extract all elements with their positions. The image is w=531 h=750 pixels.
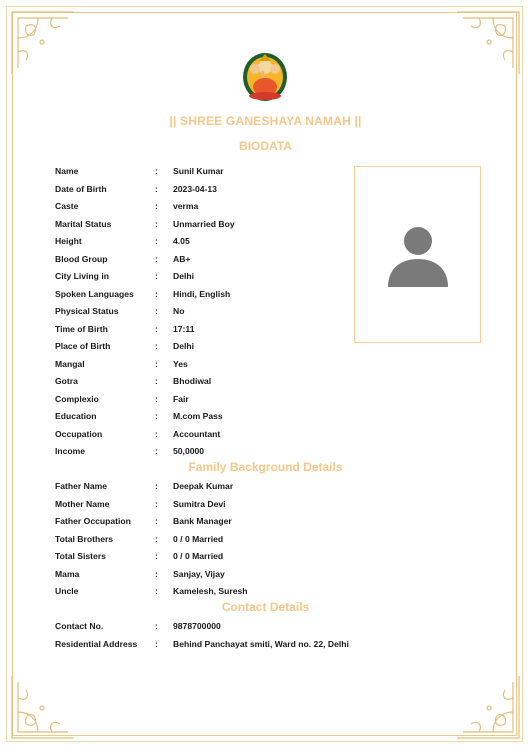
corner-ornament-icon: [453, 672, 523, 742]
detail-value: Bank Manager: [173, 516, 232, 526]
detail-separator: :: [155, 446, 158, 456]
detail-value: Behind Panchayat smiti, Ward no. 22, Delhi: [173, 638, 349, 649]
detail-label: Mother Name: [55, 498, 110, 509]
detail-value: 9878700000: [173, 621, 221, 631]
corner-ornament-icon: [453, 8, 523, 78]
detail-value: Fair: [173, 393, 189, 404]
detail-label: Name: [55, 166, 79, 176]
detail-separator: :: [155, 393, 158, 404]
detail-separator: :: [155, 288, 158, 299]
corner-ornament-icon: [8, 8, 78, 78]
detail-separator: :: [155, 551, 158, 561]
detail-label: Complexio: [55, 393, 99, 404]
detail-value: Hindi, English: [173, 288, 231, 299]
detail-label: Education: [55, 411, 97, 421]
detail-separator: :: [155, 498, 158, 509]
detail-separator: :: [155, 358, 158, 369]
detail-label: City Living in: [55, 271, 109, 281]
page-title: BIODATA: [239, 139, 292, 153]
detail-label: Blood Group: [55, 253, 108, 264]
detail-label: Date of Birth: [55, 183, 107, 194]
detail-separator: :: [155, 411, 158, 421]
detail-value: Kamelesh, Suresh: [173, 586, 248, 596]
detail-separator: :: [155, 306, 158, 316]
detail-value: Delhi: [173, 341, 195, 351]
detail-label: Gotra: [55, 376, 78, 386]
detail-value: Sumitra Devi: [173, 498, 226, 509]
detail-value: Delhi: [173, 271, 195, 281]
detail-value: Sanjay, Vijay: [173, 568, 225, 579]
family-section-title: Family Background Details: [188, 460, 343, 474]
detail-value: Bhodiwal: [173, 376, 212, 386]
detail-label: Time of Birth: [55, 323, 108, 334]
detail-separator: :: [155, 376, 158, 386]
detail-label: Height: [55, 236, 82, 246]
detail-value: Sunil Kumar: [173, 166, 224, 176]
detail-value: Yes: [173, 358, 188, 369]
detail-value: AB+: [173, 253, 191, 264]
user-avatar-icon: [386, 223, 450, 287]
detail-value: verma: [173, 201, 199, 211]
detail-label: Residential Address: [55, 638, 138, 649]
ganesha-icon: [241, 51, 289, 103]
detail-label: Total Sisters: [55, 551, 106, 561]
detail-label: Mama: [55, 568, 80, 579]
detail-value: 4.05: [173, 236, 190, 246]
detail-label: Physical Status: [55, 306, 119, 316]
detail-separator: :: [155, 428, 158, 439]
detail-separator: :: [155, 323, 158, 334]
detail-label: Uncle: [55, 586, 79, 596]
detail-value: 17:11: [173, 323, 195, 334]
detail-value: Unmarried Boy: [173, 218, 235, 229]
mantra-heading: || SHREE GANESHAYA NAMAH ||: [169, 114, 362, 128]
detail-separator: :: [155, 236, 158, 246]
detail-separator: :: [155, 218, 158, 229]
detail-label: Occupation: [55, 428, 103, 439]
detail-label: Caste: [55, 201, 79, 211]
detail-value: 2023-04-13: [173, 183, 217, 194]
contact-section-title: Contact Details: [221, 600, 310, 614]
detail-separator: :: [155, 586, 158, 596]
corner-ornament-icon: [8, 672, 78, 742]
detail-label: Father Name: [55, 481, 108, 491]
detail-separator: :: [155, 201, 158, 211]
detail-separator: :: [155, 621, 158, 631]
detail-label: Mangal: [55, 358, 85, 369]
detail-separator: :: [155, 341, 158, 351]
detail-separator: :: [155, 516, 158, 526]
detail-label: Total Brothers: [55, 533, 114, 544]
detail-value: Deepak Kumar: [173, 481, 234, 491]
detail-separator: :: [155, 183, 158, 194]
detail-value: Accountant: [173, 428, 221, 439]
detail-separator: :: [155, 481, 158, 491]
detail-separator: :: [155, 638, 158, 649]
detail-label: Marital Status: [55, 218, 112, 229]
detail-value: No: [173, 306, 185, 316]
detail-value: 0 / 0 Married: [173, 551, 224, 561]
detail-value: 0 / 0 Married: [173, 533, 224, 544]
detail-label: Income: [55, 446, 86, 456]
detail-label: Spoken Languages: [55, 288, 134, 299]
detail-label: Contact No.: [55, 621, 104, 631]
detail-separator: :: [155, 253, 158, 264]
detail-value: M.com Pass: [173, 411, 223, 421]
detail-separator: :: [155, 166, 158, 176]
detail-label: Father Occupation: [55, 516, 131, 526]
detail-separator: :: [155, 568, 158, 579]
detail-value: 50,0000: [173, 446, 205, 456]
detail-separator: :: [155, 533, 158, 544]
detail-label: Place of Birth: [55, 341, 111, 351]
detail-separator: :: [155, 271, 158, 281]
profile-photo-frame[interactable]: [354, 166, 481, 343]
